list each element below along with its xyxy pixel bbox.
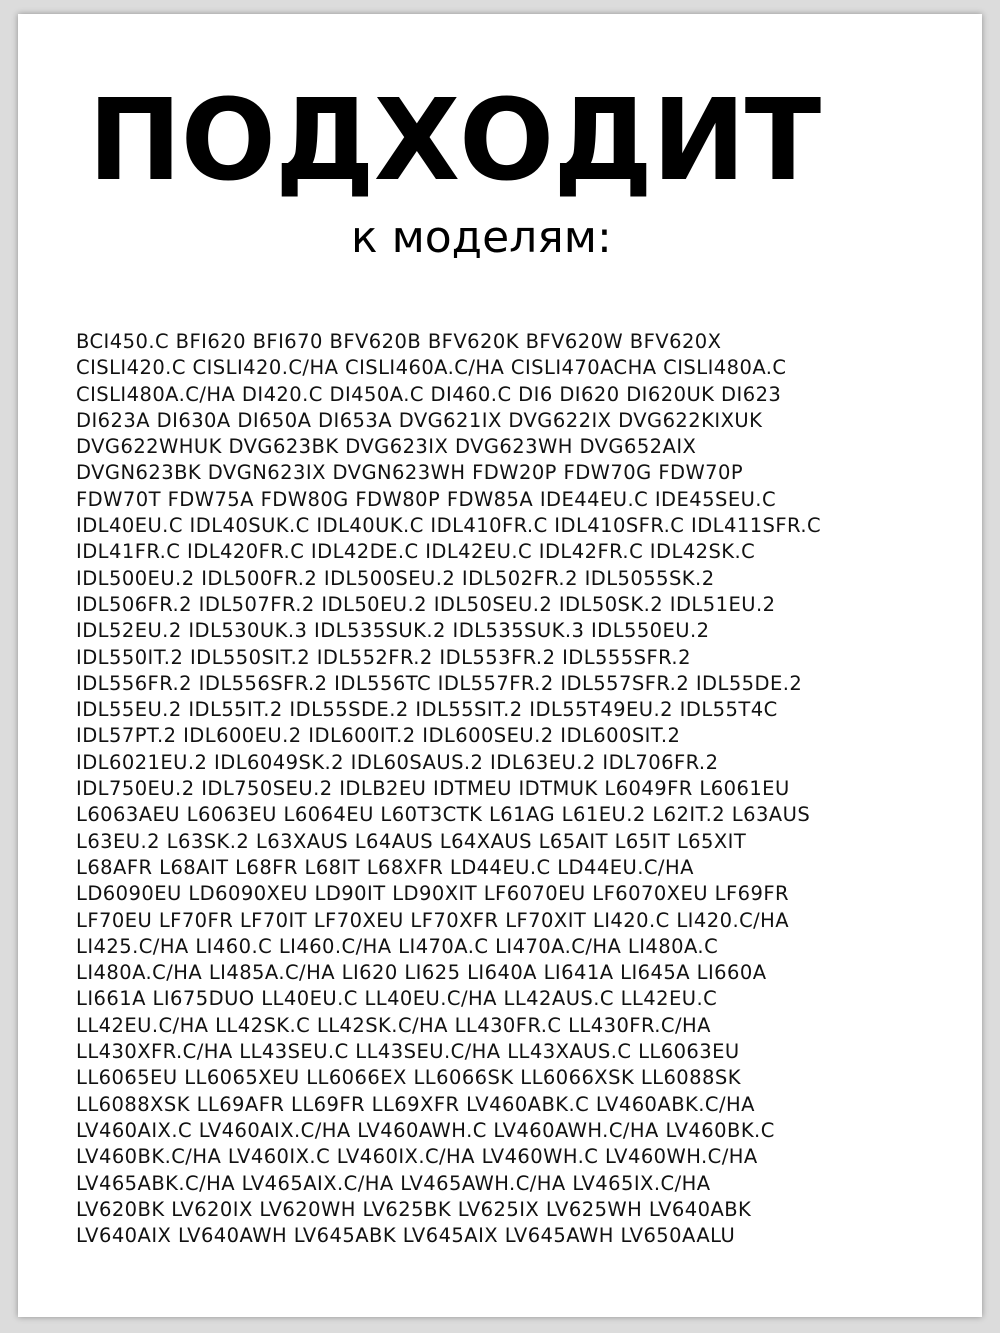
model-list-line: IDL40EU.C IDL40SUK.C IDL40UK.C IDL410FR.C IDL410SFR.C IDL411SFR.C <box>76 514 822 538</box>
model-list-line: CISLI420.C CISLI420.C/HA CISLI460A.C/HA CISLI470ACHA CISLI480A.C <box>76 356 787 380</box>
model-list <box>76 329 821 1249</box>
model-list-line: LI661A LI675DUO LL40EU.C LL40EU.C/HA LL42AUS.C LL42EU.C <box>76 987 718 1011</box>
model-list-line: LI480A.C/HA LI485A.C/HA LI620 LI625 LI640A LI641A LI645A LI660A <box>76 961 767 985</box>
model-list-line: IDL6021EU.2 IDL6049SK.2 IDL60SAUS.2 IDL63EU.2 IDL706FR.2 <box>76 750 719 774</box>
model-list-line: LL42EU.C/HA LL42SK.C LL42SK.C/HA LL430FR.C LL430FR.C/HA <box>76 1013 711 1037</box>
model-list-line: CISLI480A.C/HA DI420.C DI450A.C DI460.C DI6 DI620 DI620UK DI623 <box>76 382 782 406</box>
model-list-line: LI425.C/HA LI460.C LI460.C/HA LI470A.C LI470A.C/HA LI480A.C <box>76 934 719 958</box>
model-list-line: LL430XFR.C/HA LL43SEU.C LL43SEU.C/HA LL43XAUS.C LL6063EU <box>76 1040 740 1064</box>
model-list-line: DVGN623BK DVGN623IX DVGN623WH FDW20P FDW70G FDW70P <box>76 461 744 485</box>
model-list-line: LV460BK.C/HA LV460IX.C LV460IX.C/HA LV460WH.C LV460WH.C/HA <box>76 1145 758 1169</box>
model-list-line: LL6088XSK LL69AFR LL69FR LL69XFR LV460ABK.C LV460ABK.C/HA <box>76 1092 755 1116</box>
document-sheet <box>18 14 982 1317</box>
model-list-line: IDL52EU.2 IDL530UK.3 IDL535SUK.2 IDL535SUK.3 IDL550EU.2 <box>76 619 710 643</box>
model-list-line: IDL57PT.2 IDL600EU.2 IDL600IT.2 IDL600SEU.2 IDL600SIT.2 <box>76 724 681 748</box>
model-list-line: IDL750EU.2 IDL750SEU.2 IDLB2EU IDTMEU IDTMUK L6049FR L6061EU <box>76 777 790 801</box>
model-list-line: BCI450.C BFI620 BFI670 BFV620B BFV620K BFV620W BFV620X <box>76 330 722 353</box>
model-list-line: DI623A DI630A DI650A DI653A DVG621IX DVG622IX DVG622KIXUK <box>76 408 763 432</box>
model-list-line: LD6090EU LD6090XEU LD90IT LD90XIT LF6070EU LF6070XEU LF69FR <box>76 882 789 906</box>
model-list-line: IDL556FR.2 IDL556SFR.2 IDL556TC IDL557FR.2 IDL557SFR.2 IDL55DE.2 <box>76 671 803 695</box>
model-list-line: LV640AIX LV640AWH LV645ABK LV645AIX LV645AWH LV650AALU <box>76 1224 736 1248</box>
model-list-line: IDL506FR.2 IDL507FR.2 IDL50EU.2 IDL50SEU.2 IDL50SK.2 IDL51EU.2 <box>76 592 776 616</box>
model-list-line: IDL41FR.C IDL420FR.C IDL42DE.C IDL42EU.C IDL42FR.C IDL42SK.C <box>76 540 756 564</box>
model-list-line: L63EU.2 L63SK.2 L63XAUS L64AUS L64XAUS L65AIT L65IT L65XIT <box>76 829 747 853</box>
model-list-line: LV465ABK.C/HA LV465AIX.C/HA LV465AWH.C/HA LV465IX.C/HA <box>76 1171 711 1195</box>
model-list-line: IDL500EU.2 IDL500FR.2 IDL500SEU.2 IDL502FR.2 IDL5055SK.2 <box>76 566 715 590</box>
model-list-line: DVG622WHUK DVG623BK DVG623IX DVG623WH DVG652AIX <box>76 435 697 459</box>
model-list-line: FDW70T FDW75A FDW80G FDW80P FDW85A IDE44EU.C IDE45SEU.C <box>76 487 777 511</box>
page-subtitle: к моделям: <box>351 212 612 263</box>
model-list-line: LV620BK LV620IX LV620WH LV625BK LV625IX LV625WH LV640ABK <box>76 1197 752 1221</box>
page-title: ПОДХОДИТ <box>88 76 821 206</box>
model-list-line: LF70EU LF70FR LF70IT LF70XEU LF70XFR LF70XIT LI420.C LI420.C/HA <box>76 908 790 932</box>
model-list-line: IDL550IT.2 IDL550SIT.2 IDL552FR.2 IDL553FR.2 IDL555SFR.2 <box>76 645 691 669</box>
model-list-line: LV460AIX.C LV460AIX.C/HA LV460AWH.C LV460AWH.C/HA LV460BK.C <box>76 1118 775 1142</box>
model-list-line: LL6065EU LL6065XEU LL6066EX LL6066SK LL6066XSK LL6088SK <box>76 1066 741 1090</box>
model-list-line: L68AFR L68AIT L68FR L68IT L68XFR LD44EU.C LD44EU.C/HA <box>76 855 694 879</box>
model-list-line: IDL55EU.2 IDL55IT.2 IDL55SDE.2 IDL55SIT.2 IDL55T49EU.2 IDL55T4C <box>76 698 778 722</box>
model-list-line: L6063AEU L6063EU L6064EU L60T3CTK L61AG L61EU.2 L62IT.2 L63AUS <box>76 803 811 827</box>
